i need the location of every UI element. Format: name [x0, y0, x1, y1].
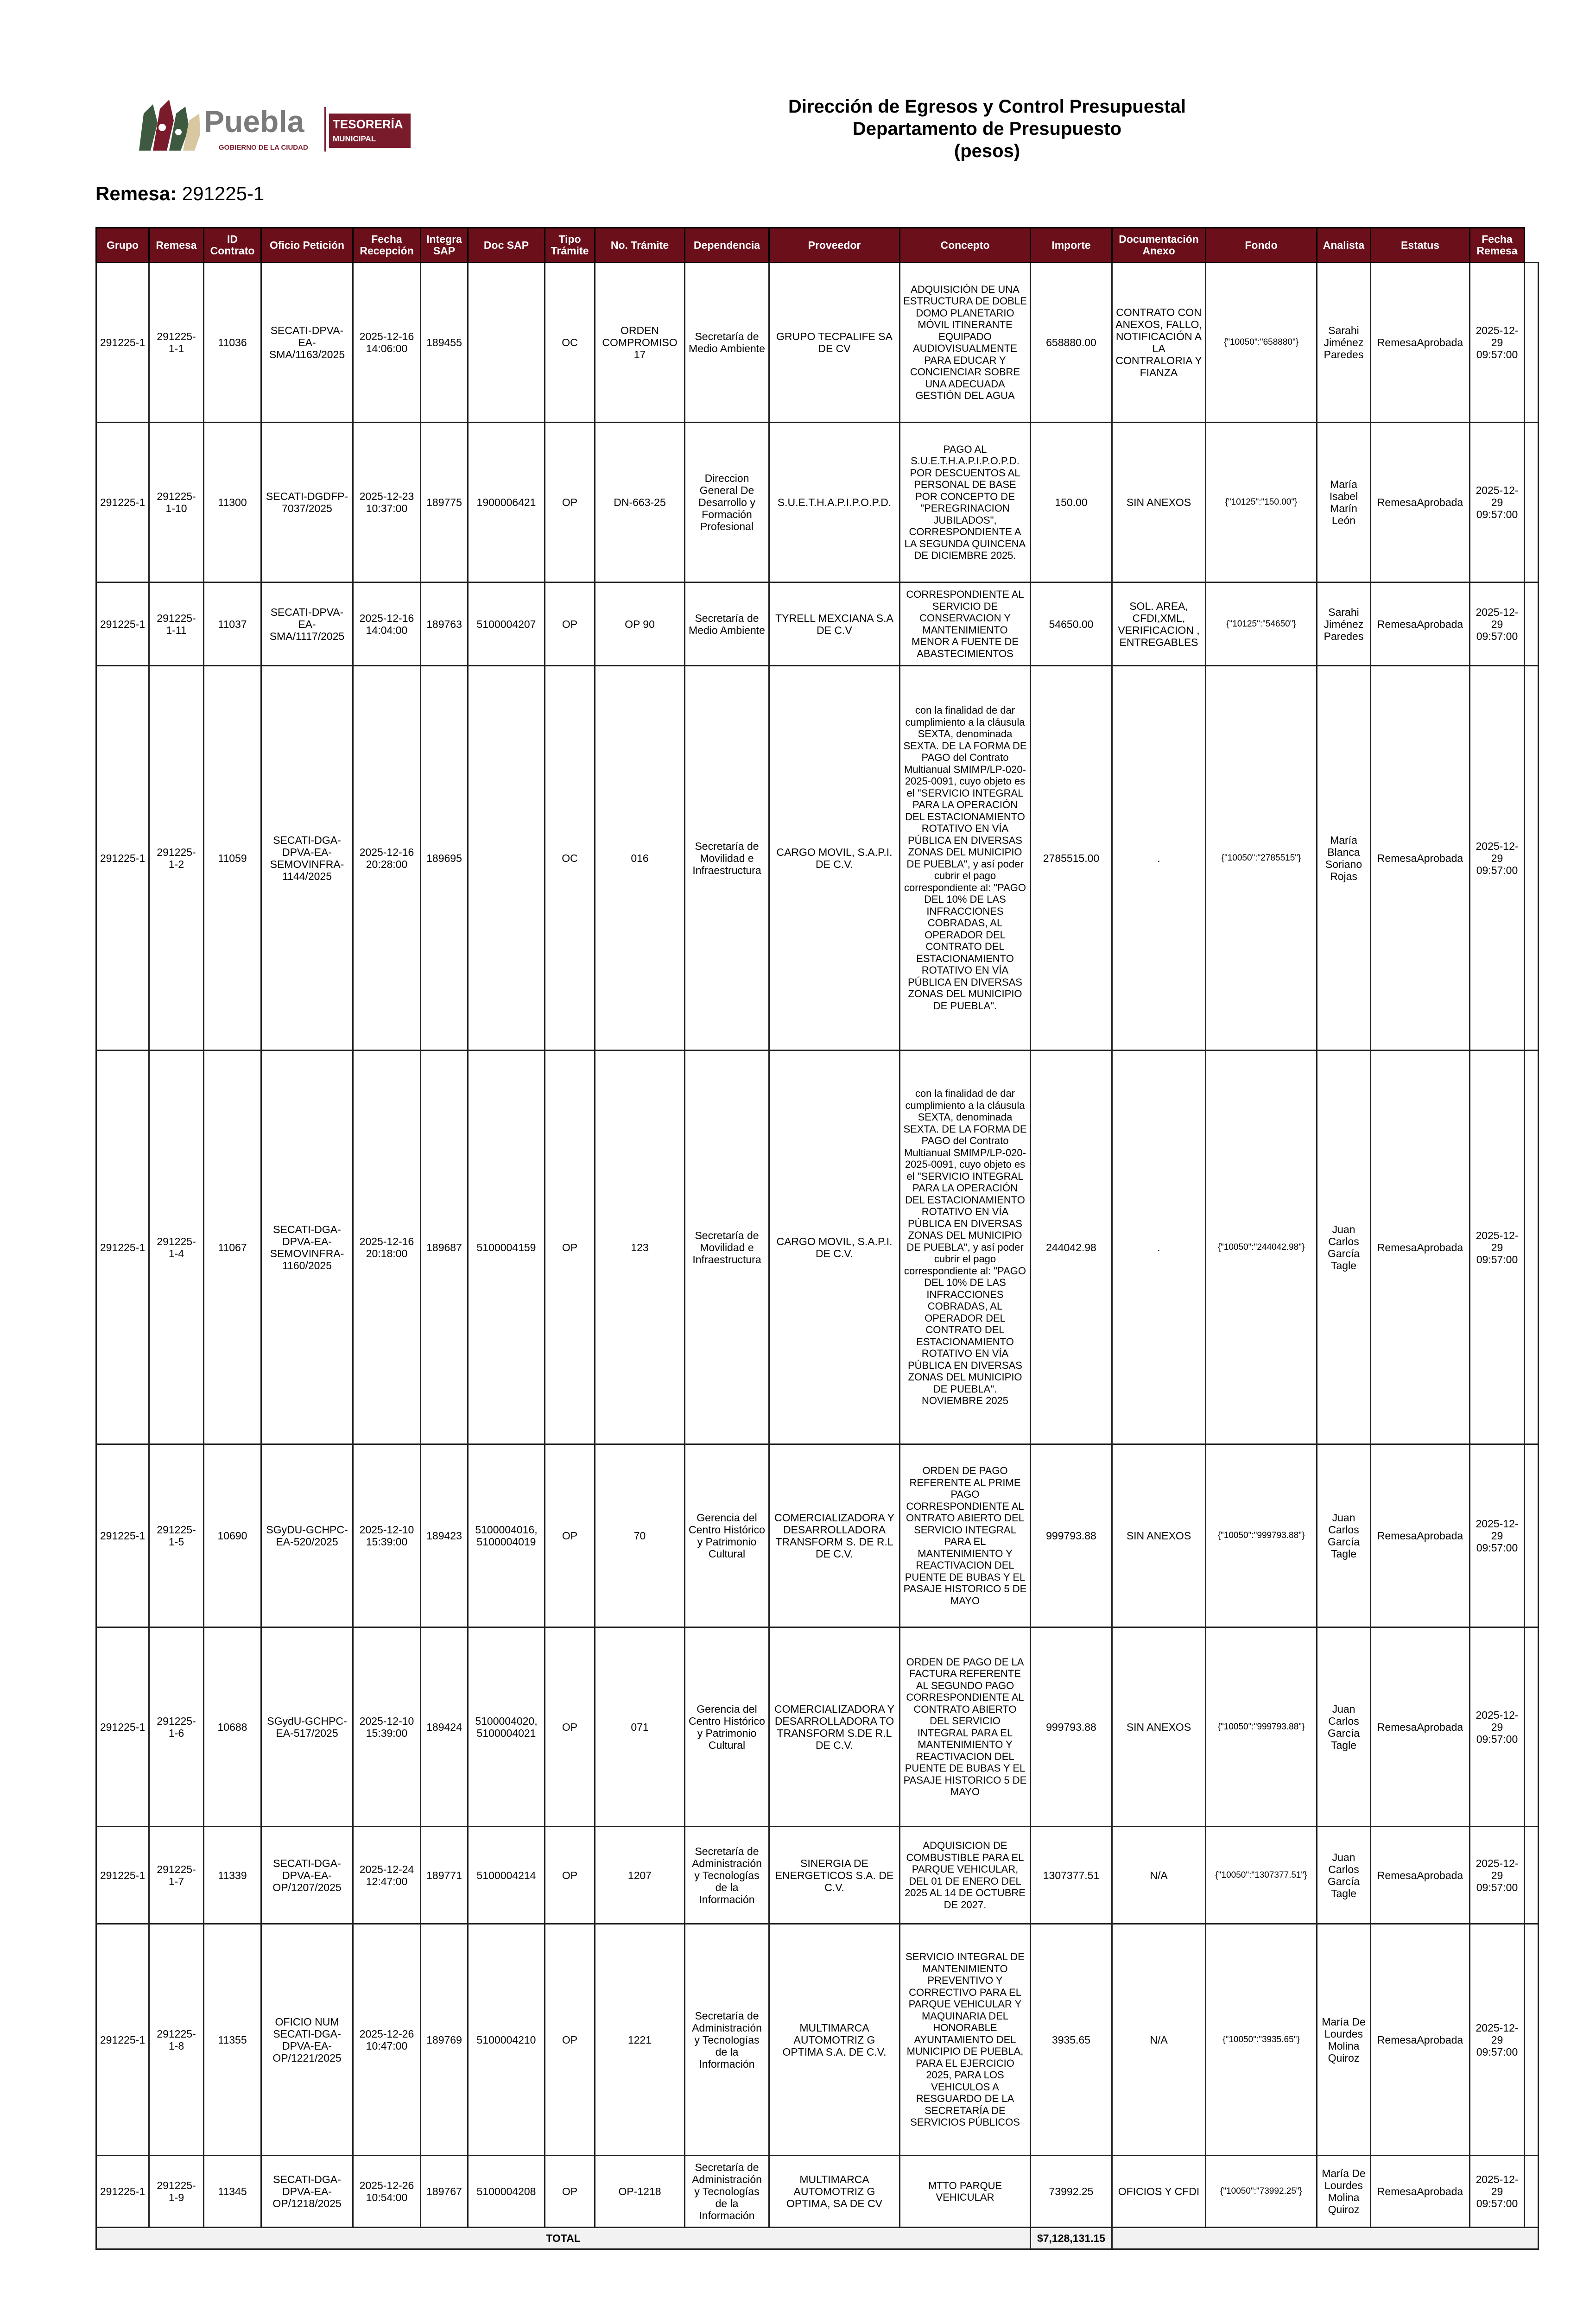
col-spacer [1525, 228, 1539, 263]
logo-text: Puebla [204, 104, 304, 139]
cell-no-tramite: 123 [595, 1051, 685, 1444]
cell-documentacion: N/A [1112, 1827, 1206, 1924]
remesa-table [95, 227, 1539, 2250]
cell-proveedor: S.U.E.T.H.A.P.I.P.O.P.D. [769, 423, 900, 582]
cell-importe: 54650.00 [1031, 582, 1112, 666]
cell-proveedor: CARGO MOVIL, S.A.P.I. DE C.V. [769, 1051, 900, 1444]
col-analista[interactable]: Analista [1317, 228, 1371, 263]
cell-estatus: RemesaAprobada [1371, 1827, 1470, 1924]
cell-analista: María Blanca Soriano Rojas [1317, 666, 1371, 1051]
cell-analista: Sarahi Jiménez Paredes [1317, 263, 1371, 423]
cell-id-contrato: 11036 [204, 263, 261, 423]
cell-fondo: {"10050":"3935.65"} [1206, 1924, 1317, 2156]
cell-fondo: {"10050":"999793.88"} [1206, 1444, 1317, 1627]
cell-id-contrato: 10690 [204, 1444, 261, 1627]
cell-importe: 2785515.00 [1031, 666, 1112, 1051]
cell-proveedor: TYRELL MEXCIANA S.A DE C.V [769, 582, 900, 666]
cell-id-contrato: 11345 [204, 2156, 261, 2228]
cell-oficio: SECATI-DPVA-EA-SMA/1117/2025 [261, 582, 353, 666]
cell-analista: María De Lourdes Molina Quiroz [1317, 2156, 1371, 2228]
cell-fondo: {"10050":"999793.88"} [1206, 1627, 1317, 1827]
cell-importe: 73992.25 [1031, 2156, 1112, 2228]
table-header-row [96, 228, 1539, 263]
cell-analista: Juan Carlos García Tagle [1317, 1827, 1371, 1924]
table-row [96, 666, 1539, 1051]
cell-documentacion: SOL. AREA, CFDI,XML, VERIFICACION , ENTREGABLES [1112, 582, 1206, 666]
cell-proveedor: COMERCIALIZADORA Y DESARROLLADORA TRANSFORM S. DE R.L DE C.V. [769, 1444, 900, 1627]
cell-spacer [1525, 582, 1539, 666]
cell-remesa: 291225-1-6 [149, 1627, 204, 1827]
cell-proveedor: GRUPO TECPALIFE SA DE CV [769, 263, 900, 423]
cell-dependencia: Secretaría de Movilidad e Infraestructura [685, 666, 769, 1051]
cell-fecha-recepcion: 2025-12-23 10:37:00 [353, 423, 421, 582]
cell-proveedor: COMERCIALIZADORA Y DESARROLLADORA TO TRANSFORM S.DE R.L DE C.V. [769, 1627, 900, 1827]
cell-documentacion: . [1112, 666, 1206, 1051]
remesa-label: Remesa: [95, 183, 177, 204]
cell-id-contrato: 11339 [204, 1827, 261, 1924]
col-fondo[interactable]: Fondo [1206, 228, 1317, 263]
svg-text:TESORERÍA: TESORERÍA [333, 117, 403, 131]
col-integra-sap[interactable]: Integra SAP [421, 228, 468, 263]
cell-dependencia: Gerencia del Centro Histórico y Patrimonio Cultural [685, 1444, 769, 1627]
cell-grupo: 291225-1 [96, 666, 149, 1051]
cell-oficio: OFICIO NUM SECATI-DGA-DPVA-EA-OP/1221/2025 [261, 1924, 353, 2156]
cell-fondo: {"10125":"54650"} [1206, 582, 1317, 666]
cell-documentacion: SIN ANEXOS [1112, 1444, 1206, 1627]
table-row [96, 1827, 1539, 1924]
cell-fecha-recepcion: 2025-12-24 12:47:00 [353, 1827, 421, 1924]
col-dependencia[interactable]: Dependencia [685, 228, 769, 263]
col-doc-sap[interactable]: Doc SAP [468, 228, 545, 263]
cell-analista: Sarahi Jiménez Paredes [1317, 582, 1371, 666]
col-concepto[interactable]: Concepto [900, 228, 1031, 263]
cell-fecha-remesa: 2025-12-29 09:57:00 [1470, 2156, 1525, 2228]
cell-doc-sap [468, 263, 545, 423]
remesa-value: 291225-1 [182, 183, 265, 204]
cell-id-contrato: 11037 [204, 582, 261, 666]
cell-fondo: {"10050":"1307377.51"} [1206, 1827, 1317, 1924]
cell-importe: 244042.98 [1031, 1051, 1112, 1444]
cell-remesa: 291225-1-2 [149, 666, 204, 1051]
cell-remesa: 291225-1-1 [149, 263, 204, 423]
cell-id-contrato: 11067 [204, 1051, 261, 1444]
cell-tipo-tramite: OC [545, 666, 595, 1051]
col-documentacion[interactable]: Documentación Anexo [1112, 228, 1206, 263]
cell-doc-sap: 5100004210 [468, 1924, 545, 2156]
table-row [96, 1444, 1539, 1627]
cell-analista: Juan Carlos García Tagle [1317, 1444, 1371, 1627]
cell-spacer [1525, 423, 1539, 582]
cell-proveedor: MULTIMARCA AUTOMOTRIZ G OPTIMA, SA DE CV [769, 2156, 900, 2228]
cell-grupo: 291225-1 [96, 1627, 149, 1827]
cell-doc-sap: 5100004208 [468, 2156, 545, 2228]
cell-fecha-recepcion: 2025-12-16 20:28:00 [353, 666, 421, 1051]
cell-fecha-recepcion: 2025-12-10 15:39:00 [353, 1444, 421, 1627]
cell-remesa: 291225-1-11 [149, 582, 204, 666]
total-label: TOTAL [96, 2228, 1031, 2249]
cell-no-tramite: OP-1218 [595, 2156, 685, 2228]
cell-documentacion: . [1112, 1051, 1206, 1444]
cell-spacer [1525, 263, 1539, 423]
cell-oficio: SECATI-DGA-DPVA-EA-OP/1207/2025 [261, 1827, 353, 1924]
cell-fecha-recepcion: 2025-12-26 10:54:00 [353, 2156, 421, 2228]
cell-concepto: con la finalidad de dar cumplimiento a la cláusula SEXTA, denominada SEXTA. DE LA FORMA DE PAGO del Contrato Multianual SMIMP/LP-020-2025-0091, cuyo objeto es el "SERVICIO INTEGRAL PARA LA OPERACIÓN DEL ESTACIONAMIENTO ROTATIVO EN VÍA PÚBLICA EN DIVERSAS ZONAS DEL MUNICIPIO DE PUEBLA", y así poder cubrir el pago correspondiente al: "PAGO DEL 10% DE LAS INFRACCIONES COBRADAS, AL OPERADOR DEL CONTRATO DEL ESTACIONAMIENTO ROTATIVO EN VÍA PÚBLICA EN DIVERSAS ZONAS DEL MUNICIPIO DE PUEBLA". [900, 666, 1031, 1051]
cell-fecha-recepcion: 2025-12-10 15:39:00 [353, 1627, 421, 1827]
cell-analista: María Isabel Marín León [1317, 423, 1371, 582]
svg-text:MUNICIPAL: MUNICIPAL [333, 134, 376, 143]
cell-proveedor: SINERGIA DE ENERGETICOS S.A. DE C.V. [769, 1827, 900, 1924]
col-fecha-remesa[interactable]: Fecha Remesa [1470, 228, 1525, 263]
col-importe[interactable]: Importe [1031, 228, 1112, 263]
cell-remesa: 291225-1-10 [149, 423, 204, 582]
cell-spacer [1525, 2156, 1539, 2228]
cell-oficio: SGydU-GCHPC-EA-517/2025 [261, 1627, 353, 1827]
cell-integra-sap: 189695 [421, 666, 468, 1051]
cell-documentacion: OFICIOS Y CFDI [1112, 2156, 1206, 2228]
cell-integra-sap: 189769 [421, 1924, 468, 2156]
cell-id-contrato: 10688 [204, 1627, 261, 1827]
cell-fecha-remesa: 2025-12-29 09:57:00 [1470, 666, 1525, 1051]
cell-concepto: PAGO AL S.U.E.T.H.A.P.I.P.O.P.D. POR DESCUENTOS AL PERSONAL DE BASE POR CONCEPTO DE "PEREGRINACION JUBILADOS", CORRESPONDIENTE A LA SEGUNDA QUINCENA DE DICIEMBRE 2025. [900, 423, 1031, 582]
cell-documentacion: CONTRATO CON ANEXOS, FALLO, NOTIFICACIÓN A LA CONTRALORIA Y FIANZA [1112, 263, 1206, 423]
cell-grupo: 291225-1 [96, 263, 149, 423]
cell-integra-sap: 189763 [421, 582, 468, 666]
cell-dependencia: Secretaría de Medio Ambiente [685, 263, 769, 423]
total-blank [1112, 2228, 1539, 2249]
cell-concepto: CORRESPONDIENTE AL SERVICIO DE CONSERVACION Y MANTENIMIENTO MENOR A FUENTE DE ABASTECIMIENTOS [900, 582, 1031, 666]
cell-integra-sap: 189423 [421, 1444, 468, 1627]
col-oficio[interactable]: Oficio Petición [261, 228, 353, 263]
cell-oficio: SECATI-DGDFP-7037/2025 [261, 423, 353, 582]
cell-estatus: RemesaAprobada [1371, 263, 1470, 423]
cell-integra-sap: 189775 [421, 423, 468, 582]
cell-tipo-tramite: OP [545, 1444, 595, 1627]
cell-analista: Juan Carlos García Tagle [1317, 1627, 1371, 1827]
cell-grupo: 291225-1 [96, 1924, 149, 2156]
cell-spacer [1525, 1051, 1539, 1444]
cell-dependencia: Secretaría de Medio Ambiente [685, 582, 769, 666]
cell-estatus: RemesaAprobada [1371, 666, 1470, 1051]
cell-concepto: MTTO PARQUE VEHICULAR [900, 2156, 1031, 2228]
cell-concepto: SERVICIO INTEGRAL DE MANTENIMIENTO PREVENTIVO Y CORRECTIVO PARA EL PARQUE VEHICULAR Y MAQUINARIA DEL HONORABLE AYUNTAMIENTO DEL MUNICIPIO DE PUEBLA, PARA EL EJERCICIO 2025, PARA LOS VEHICULOS A RESGUARDO DE LA SECRETARÍA DE SERVICIOS PÚBLICOS [900, 1924, 1031, 2156]
cell-dependencia: Secretaría de Movilidad e Infraestructura [685, 1051, 769, 1444]
cell-no-tramite: 1221 [595, 1924, 685, 2156]
total-value: $7,128,131.15 [1031, 2228, 1112, 2249]
cell-doc-sap: 5100004159 [468, 1051, 545, 1444]
puebla-logo [134, 95, 412, 160]
cell-fecha-recepcion: 2025-12-26 10:47:00 [353, 1924, 421, 2156]
cell-spacer [1525, 1827, 1539, 1924]
cell-tipo-tramite: OC [545, 263, 595, 423]
cell-estatus: RemesaAprobada [1371, 1627, 1470, 1827]
report-units: (pesos) [954, 141, 1020, 161]
cell-doc-sap: 5100004020, 5100004021 [468, 1627, 545, 1827]
cell-integra-sap: 189771 [421, 1827, 468, 1924]
cell-grupo: 291225-1 [96, 1444, 149, 1627]
cell-grupo: 291225-1 [96, 1827, 149, 1924]
cell-dependencia: Secretaría de Administración y Tecnologías de la Información [685, 2156, 769, 2228]
cell-fecha-remesa: 2025-12-29 09:57:00 [1470, 582, 1525, 666]
cell-estatus: RemesaAprobada [1371, 423, 1470, 582]
cell-spacer [1525, 1924, 1539, 2156]
cell-importe: 150.00 [1031, 423, 1112, 582]
table-row [96, 1924, 1539, 2156]
cell-fondo: {"10125":"150.00"} [1206, 423, 1317, 582]
cell-proveedor: CARGO MOVIL, S.A.P.I. DE C.V. [769, 666, 900, 1051]
cell-fondo: {"10050":"73992.25"} [1206, 2156, 1317, 2228]
cell-concepto: ORDEN DE PAGO REFERENTE AL PRIME PAGO CORRESPONDIENTE AL ONTRATO ABIERTO DEL SERVICIO INTEGRAL PARA EL MANTENIMIENTO Y REACTIVACION DEL PUENTE DE BUBAS Y EL PASAJE HISTORICO 5 DE MAYO [900, 1444, 1031, 1627]
cell-no-tramite: DN-663-25 [595, 423, 685, 582]
cell-dependencia: Direccion General De Desarrollo y Formación Profesional [685, 423, 769, 582]
col-fecha-recepcion[interactable]: Fecha Recepción [353, 228, 421, 263]
cell-documentacion: N/A [1112, 1924, 1206, 2156]
cell-no-tramite: 071 [595, 1627, 685, 1827]
cell-tipo-tramite: OP [545, 1924, 595, 2156]
cell-documentacion: SIN ANEXOS [1112, 423, 1206, 582]
cell-no-tramite: OP 90 [595, 582, 685, 666]
cell-oficio: SGyDU-GCHPC-EA-520/2025 [261, 1444, 353, 1627]
svg-text:GOBIERNO DE LA CIUDAD: GOBIERNO DE LA CIUDAD [219, 144, 308, 152]
table-row [96, 582, 1539, 666]
cell-remesa: 291225-1-8 [149, 1924, 204, 2156]
table-row [96, 1051, 1539, 1444]
cell-concepto: con la finalidad de dar cumplimiento a la cláusula SEXTA, denominada SEXTA. DE LA FORMA DE PAGO del Contrato Multianual SMIMP/LP-020-2025-0091, cuyo objeto es el "SERVICIO INTEGRAL PARA LA OPERACIÓN DEL ESTACIONAMIENTO ROTATIVO EN VÍA PÚBLICA EN DIVERSAS ZONAS DEL MUNICIPIO DE PUEBLA", y así poder cubrir el pago correspondiente al: "PAGO DEL 10% DE LAS INFRACCIONES COBRADAS, AL OPERADOR DEL CONTRATO DEL ESTACIONAMIENTO ROTATIVO EN VÍA PÚBLICA EN DIVERSAS ZONAS DEL MUNICIPIO DE PUEBLA". NOVIEMBRE 2025 [900, 1051, 1031, 1444]
cell-tipo-tramite: OP [545, 1827, 595, 1924]
cell-tipo-tramite: OP [545, 1051, 595, 1444]
cell-importe: 999793.88 [1031, 1627, 1112, 1827]
cell-oficio: SECATI-DGA-DPVA-EA-SEMOVINFRA-1160/2025 [261, 1051, 353, 1444]
cell-spacer [1525, 666, 1539, 1051]
cell-id-contrato: 11300 [204, 423, 261, 582]
cell-estatus: RemesaAprobada [1371, 2156, 1470, 2228]
remesa-line [95, 183, 264, 205]
cell-estatus: RemesaAprobada [1371, 1924, 1470, 2156]
total-row [96, 2228, 1539, 2249]
cell-oficio: SECATI-DGA-DPVA-EA-SEMOVINFRA-1144/2025 [261, 666, 353, 1051]
cell-remesa: 291225-1-4 [149, 1051, 204, 1444]
cell-estatus: RemesaAprobada [1371, 1051, 1470, 1444]
cell-importe: 999793.88 [1031, 1444, 1112, 1627]
cell-grupo: 291225-1 [96, 423, 149, 582]
cell-dependencia: Secretaría de Administración y Tecnologías de la Información [685, 1924, 769, 2156]
report-subtitle: Departamento de Presupuesto [852, 119, 1122, 139]
report-header [663, 95, 1311, 162]
col-tipo-tramite[interactable]: Tipo Trámite [545, 228, 595, 263]
col-proveedor[interactable]: Proveedor [769, 228, 900, 263]
cell-estatus: RemesaAprobada [1371, 582, 1470, 666]
cell-tipo-tramite: OP [545, 1627, 595, 1827]
cell-fecha-remesa: 2025-12-29 09:57:00 [1470, 1924, 1525, 2156]
cell-importe: 658880.00 [1031, 263, 1112, 423]
cell-integra-sap: 189687 [421, 1051, 468, 1444]
cell-fecha-remesa: 2025-12-29 09:57:00 [1470, 263, 1525, 423]
cell-integra-sap: 189455 [421, 263, 468, 423]
cell-doc-sap: 5100004207 [468, 582, 545, 666]
cell-tipo-tramite: OP [545, 2156, 595, 2228]
col-id-contrato[interactable]: ID Contrato [204, 228, 261, 263]
cell-spacer [1525, 1444, 1539, 1627]
col-no-tramite[interactable]: No. Trámite [595, 228, 685, 263]
cell-grupo: 291225-1 [96, 1051, 149, 1444]
cell-doc-sap: 5100004214 [468, 1827, 545, 1924]
cell-fondo: {"10050":"2785515"} [1206, 666, 1317, 1051]
cell-tipo-tramite: OP [545, 423, 595, 582]
cell-integra-sap: 189767 [421, 2156, 468, 2228]
table-row [96, 2156, 1539, 2228]
cell-documentacion: SIN ANEXOS [1112, 1627, 1206, 1827]
table-row [96, 263, 1539, 423]
cell-fecha-recepcion: 2025-12-16 20:18:00 [353, 1051, 421, 1444]
cell-spacer [1525, 1627, 1539, 1827]
cell-concepto: ADQUISICION DE COMBUSTIBLE PARA EL PARQUE VEHICULAR, DEL 01 DE ENERO DEL 2025 AL 14 DE OCTUBRE DE 2027. [900, 1827, 1031, 1924]
cell-no-tramite: 1207 [595, 1827, 685, 1924]
cell-analista: María De Lourdes Molina Quiroz [1317, 1924, 1371, 2156]
cell-fecha-recepcion: 2025-12-16 14:04:00 [353, 582, 421, 666]
cell-fecha-remesa: 2025-12-29 09:57:00 [1470, 1627, 1525, 1827]
cell-no-tramite: 70 [595, 1444, 685, 1627]
cell-grupo: 291225-1 [96, 2156, 149, 2228]
cell-id-contrato: 11059 [204, 666, 261, 1051]
cell-fecha-recepcion: 2025-12-16 14:06:00 [353, 263, 421, 423]
cell-id-contrato: 11355 [204, 1924, 261, 2156]
cell-integra-sap: 189424 [421, 1627, 468, 1827]
cell-concepto: ADQUISICIÓN DE UNA ESTRUCTURA DE DOBLE DOMO PLANETARIO MÓVIL ITINERANTE EQUIPADO AUDIOVISUALMENTE PARA EDUCAR Y CONCIENCIAR SOBRE UNA ADECUADA GESTIÓN DEL AGUA [900, 263, 1031, 423]
cell-proveedor: MULTIMARCA AUTOMOTRIZ G OPTIMA S.A. DE C.V. [769, 1924, 900, 2156]
cell-fecha-remesa: 2025-12-29 09:57:00 [1470, 1051, 1525, 1444]
cell-doc-sap: 5100004016, 5100004019 [468, 1444, 545, 1627]
cell-fondo: {"10050":"658880"} [1206, 263, 1317, 423]
cell-oficio: SECATI-DPVA-EA-SMA/1163/2025 [261, 263, 353, 423]
table-row [96, 423, 1539, 582]
cell-analista: Juan Carlos García Tagle [1317, 1051, 1371, 1444]
cell-dependencia: Gerencia del Centro Histórico y Patrimonio Cultural [685, 1627, 769, 1827]
cell-remesa: 291225-1-7 [149, 1827, 204, 1924]
cell-no-tramite: ORDEN COMPROMISO 17 [595, 263, 685, 423]
cell-estatus: RemesaAprobada [1371, 1444, 1470, 1627]
table-row [96, 1627, 1539, 1827]
cell-concepto: ORDEN DE PAGO DE LA FACTURA REFERENTE AL SEGUNDO PAGO CORRESPONDIENTE AL CONTRATO ABIERTO DEL SERVICIO INTEGRAL PARA EL MANTENIMIENTO Y REACTIVACION DEL PUENTE DE BUBAS Y EL PASAJE HISTORICO 5 DE MAYO [900, 1627, 1031, 1827]
cell-fecha-remesa: 2025-12-29 09:57:00 [1470, 1444, 1525, 1627]
col-estatus[interactable]: Estatus [1371, 228, 1470, 263]
cell-grupo: 291225-1 [96, 582, 149, 666]
cell-remesa: 291225-1-9 [149, 2156, 204, 2228]
cell-remesa: 291225-1-5 [149, 1444, 204, 1627]
cell-no-tramite: 016 [595, 666, 685, 1051]
cell-doc-sap: 1900006421 [468, 423, 545, 582]
cell-importe: 3935.65 [1031, 1924, 1112, 2156]
cell-importe: 1307377.51 [1031, 1827, 1112, 1924]
cell-doc-sap [468, 666, 545, 1051]
col-grupo[interactable]: Grupo [96, 228, 149, 263]
cell-fondo: {"10050":"244042.98"} [1206, 1051, 1317, 1444]
cell-fecha-remesa: 2025-12-29 09:57:00 [1470, 423, 1525, 582]
col-remesa[interactable]: Remesa [149, 228, 204, 263]
cell-oficio: SECATI-DGA-DPVA-EA-OP/1218/2025 [261, 2156, 353, 2228]
report-title: Dirección de Egresos y Control Presupuestal [788, 96, 1186, 117]
cell-dependencia: Secretaría de Administración y Tecnologías de la Información [685, 1827, 769, 1924]
emblem-icon [139, 100, 200, 151]
cell-tipo-tramite: OP [545, 582, 595, 666]
cell-fecha-remesa: 2025-12-29 09:57:00 [1470, 1827, 1525, 1924]
